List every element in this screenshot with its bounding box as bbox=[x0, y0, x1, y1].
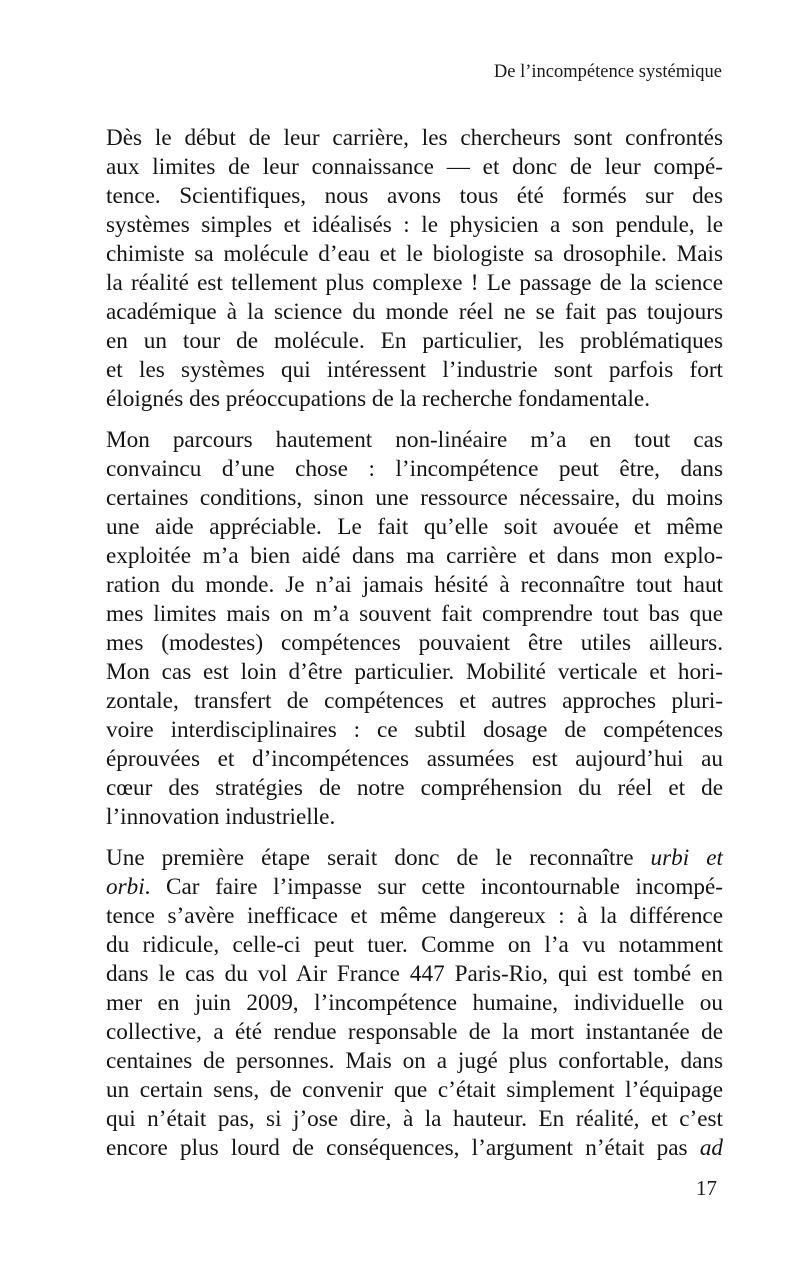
text-line: et les systèmes qui intéressent l’industrie sont parfois fort bbox=[106, 357, 723, 383]
text-line: la réalité est tellement plus complexe ! Le passage de la science bbox=[106, 270, 723, 296]
text-line: ration du monde. Je n’ai jamais hésité à reconnaître tout haut bbox=[106, 572, 723, 598]
text-line: collective, a été rendue responsable de la mort instantanée de bbox=[106, 1019, 723, 1045]
text-line: du ridicule, celle-ci peut tuer. Comme on l’a vu notamment bbox=[106, 932, 723, 958]
text-line: en un tour de molécule. En particulier, les problématiques bbox=[106, 328, 723, 354]
body-text bbox=[106, 124, 723, 1175]
text-line: mes limites mais on m’a souvent fait comprendre tout bas que bbox=[106, 601, 723, 627]
text-line: tence. Scientifiques, nous avons tous été formés sur des bbox=[106, 183, 723, 209]
text-run: encore plus lourd de conséquences, l’argument n’était pas bbox=[106, 1135, 700, 1161]
paragraph-3 bbox=[106, 844, 723, 1163]
text-run: Une première étape serait donc de le reconnaître bbox=[106, 845, 651, 871]
running-head: De l’incompétence systémique bbox=[493, 62, 722, 82]
text-line: qui n’était pas, si j’ose dire, à la hauteur. En réalité, et c’est bbox=[106, 1106, 723, 1132]
text-line: Mon parcours hautement non-linéaire m’a en tout cas bbox=[106, 427, 723, 453]
text-line bbox=[106, 844, 723, 873]
text-line: zontale, transfert de compétences et autres approches pluri- bbox=[106, 688, 723, 714]
text-line: aux limites de leur connaissance — et donc de leur compé- bbox=[106, 154, 723, 180]
paragraph-2 bbox=[106, 426, 723, 832]
text-line: mer en juin 2009, l’incompétence humaine, individuelle ou bbox=[106, 990, 723, 1016]
text-line: Mon cas est loin d’être particulier. Mobilité verticale et hori- bbox=[106, 659, 723, 685]
text-line: académique à la science du monde réel ne se fait pas toujours bbox=[106, 299, 723, 325]
text-line: un certain sens, de convenir que c’était simplement l’équipage bbox=[106, 1077, 723, 1103]
text-line: éprouvées et d’incompétences assumées est aujourd’hui au bbox=[106, 746, 723, 772]
text-run: . Car faire l’impasse sur cette incontournable incompé- bbox=[144, 874, 723, 900]
text-line bbox=[106, 873, 723, 902]
text-line: une aide appréciable. Le fait qu’elle soit avouée et même bbox=[106, 514, 723, 540]
text-line: exploitée m’a bien aidé dans ma carrière et dans mon explo- bbox=[106, 543, 723, 569]
text-line: éloignés des préoccupations de la recherche fondamentale. bbox=[106, 386, 651, 412]
text-line: l’innovation industrielle. bbox=[106, 804, 336, 830]
text-line: convaincu d’une chose : l’incompétence peut être, dans bbox=[106, 456, 723, 482]
text-line: voire interdisciplinaires : ce subtil dosage de compétences bbox=[106, 717, 723, 743]
text-line: cœur des stratégies de notre compréhension du réel et de bbox=[106, 775, 723, 801]
paragraph-1 bbox=[106, 124, 723, 414]
text-line: certaines conditions, sinon une ressource nécessaire, du moins bbox=[106, 485, 723, 511]
text-line: chimiste sa molécule d’eau et le biologiste sa drosophile. Mais bbox=[106, 241, 723, 267]
text-line: systèmes simples et idéalisés : le physicien a son pendule, le bbox=[106, 212, 723, 238]
text-line: mes (modestes) compétences pouvaient être utiles ailleurs. bbox=[106, 630, 723, 656]
italic-phrase: urbi et bbox=[650, 845, 723, 871]
text-line: tence s’avère inefficace et même dangereux : à la différence bbox=[106, 903, 723, 929]
page-number: 17 bbox=[696, 1176, 717, 1200]
text-line: dans le cas du vol Air France 447 Paris-Rio, qui est tombé en bbox=[106, 961, 723, 987]
text-line: centaines de personnes. Mais on a jugé plus confortable, dans bbox=[106, 1048, 723, 1074]
italic-phrase: ad bbox=[699, 1135, 723, 1161]
text-line: Dès le début de leur carrière, les chercheurs sont confrontés bbox=[106, 125, 723, 151]
text-line bbox=[106, 1134, 723, 1163]
italic-phrase: orbi bbox=[106, 874, 145, 900]
